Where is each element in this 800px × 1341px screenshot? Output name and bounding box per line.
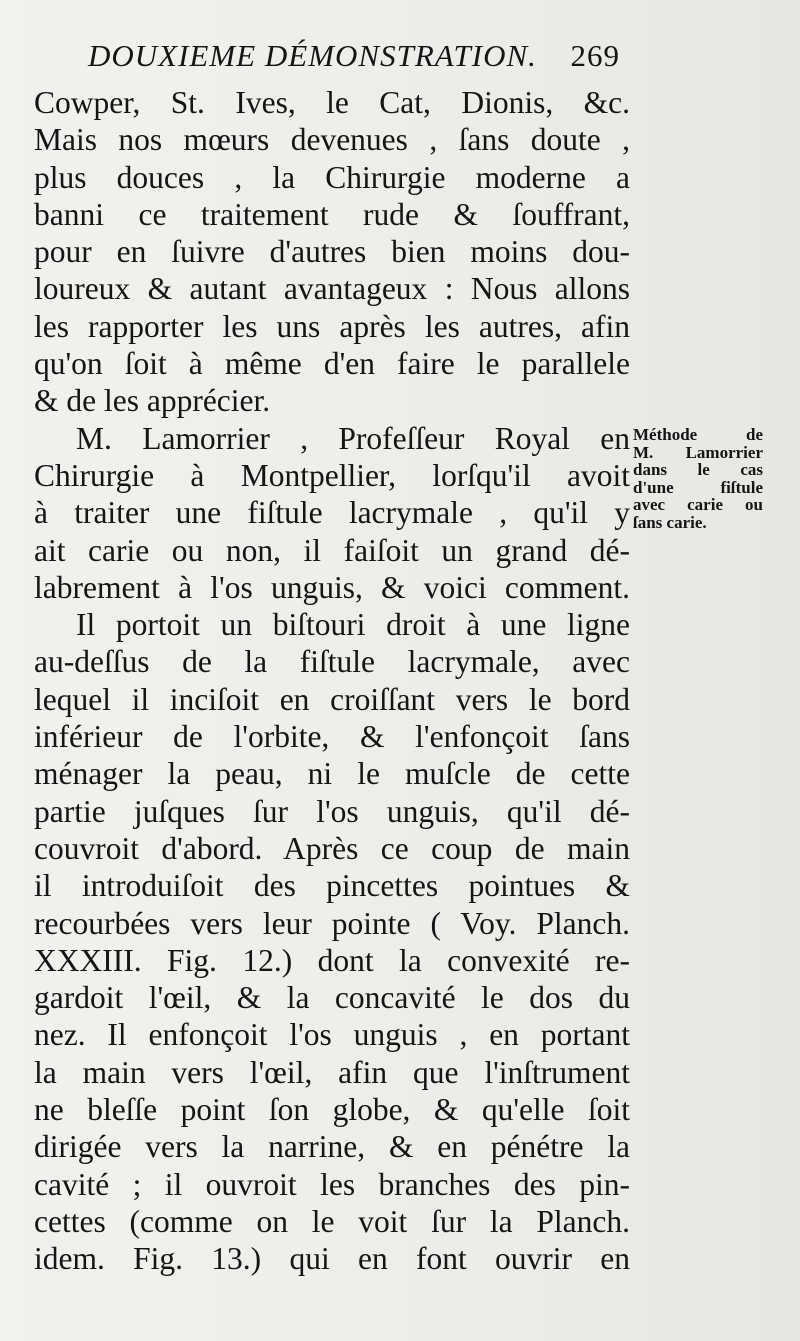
text-line: partie juſques ſur l'os unguis, qu'il dé- <box>34 793 630 829</box>
margin-note-line: d'une fiſtule <box>633 477 763 497</box>
text-line: il introduiſoit des pincettes pointues & <box>34 868 630 904</box>
text-line: recourbées vers leur pointe ( Voy. Planch. <box>34 905 630 941</box>
page-number: 269 <box>570 38 620 73</box>
margin-note-line: dans le cas <box>633 460 763 479</box>
text-line: lequel il inciſoit en croiſſant vers le bord <box>34 681 630 717</box>
text-line: Chirurgie à Montpellier, lorſqu'il avoit <box>34 457 630 493</box>
text-line: nez. Il enfonçoit l'os unguis , en portant <box>34 1017 630 1053</box>
margin-note-line: avec carie ou <box>633 495 763 514</box>
text-line: dirigée vers la narrine, & en pénétre la <box>34 1129 630 1165</box>
margin-note <box>633 426 763 531</box>
text-line: cettes (comme on le voit ſur la Planch. <box>34 1203 630 1239</box>
text-line: au-deſſus de la fiſtule lacrymale, avec <box>34 644 630 680</box>
running-head <box>88 36 620 80</box>
text-line: Mais nos mœurs devenues , ſans doute , <box>34 122 630 158</box>
text-line: couvroit d'abord. Après ce coup de main <box>34 830 630 866</box>
text-line: banni ce traitement rude & ſouffrant, <box>34 196 630 232</box>
text-line: loureux & autant avantageux : Nous allons <box>34 271 630 307</box>
margin-note-line: Méthode de <box>633 425 763 444</box>
text-line: ne bleſſe point ſon globe, & qu'elle ſoit <box>34 1092 630 1128</box>
text-line: Cowper, St. Ives, le Cat, Dionis, &c. <box>34 85 630 120</box>
margin-note-line: M. Lamorrier <box>633 442 763 462</box>
text-line: M. Lamorrier , Profeſſeur Royal en <box>76 420 630 456</box>
text-line: les rapporter les uns après les autres, afin <box>34 308 630 344</box>
text-line: la main vers l'œil, afin que l'inſtrument <box>34 1054 630 1090</box>
text-line: cavité ; il ouvroit les branches des pin- <box>34 1166 630 1202</box>
margin-note-line: ſans carie. <box>633 512 707 532</box>
text-line: gardoit l'œil, & la concavité le dos du <box>34 980 630 1016</box>
text-line: qu'on ſoit à même d'en faire le parallele <box>34 346 630 382</box>
text-line: inférieur de l'orbite, & l'enfonçoit ſans <box>34 719 630 755</box>
text-line: ait carie ou non, il faiſoit un grand dé- <box>34 532 630 568</box>
text-line: ménager la peau, ni le muſcle de cette <box>34 756 630 792</box>
text-line: XXXIII. Fig. 12.) dont la convexité re- <box>34 942 630 978</box>
text-line: plus douces , la Chirurgie moderne a <box>34 159 630 195</box>
text-line: Il portoit un biſtouri droit à une ligne <box>76 607 630 643</box>
text-line: labrement à l'os unguis, & voici comment. <box>34 569 630 605</box>
text-line: pour en ſuivre d'autres bien moins dou- <box>34 234 630 270</box>
text-line: idem. Fig. 13.) qui en font ouvrir en <box>34 1241 630 1277</box>
text-line: à traiter une fiſtule lacrymale , qu'il y <box>34 495 630 531</box>
body-text <box>34 84 630 1278</box>
running-head-title: DOUXIEME DÉMONSTRATION. <box>88 38 537 73</box>
text-line: & de les apprécier. <box>34 383 271 419</box>
